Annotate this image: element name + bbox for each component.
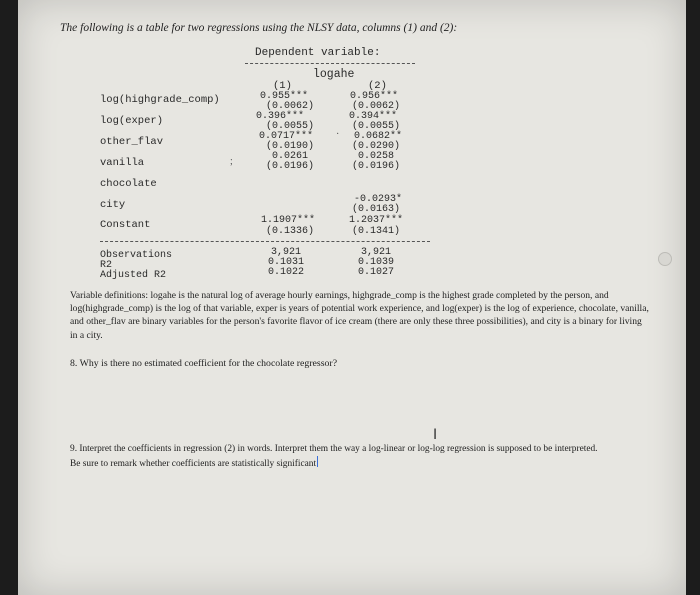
stat-label-r2: R2 [100, 260, 113, 271]
col2-se-log-highgrade-comp: (0.0062) [351, 101, 400, 112]
row-label-log-highgrade-comp: log(highgrade_comp) [100, 94, 220, 106]
row-label-constant: Constant [100, 219, 151, 231]
glare-spot [658, 252, 672, 266]
text-caret [317, 456, 318, 467]
column-header-2: (2) [368, 80, 387, 92]
question-8: 8. Why is there no estimated coefficient for the chocolate regressor? [70, 358, 338, 369]
col1-coef-log-highgrade-comp: 0.955*** [259, 91, 308, 102]
col1-se-vanilla: (0.0196) [265, 161, 314, 172]
stat-adjusted-r2-col2: 0.1027 [357, 267, 394, 278]
text-cursor-icon: I [433, 427, 438, 443]
col1-se-other-flav: (0.0190) [265, 141, 314, 152]
question-9-text[interactable] [70, 443, 610, 471]
row-label-chocolate: chocolate [100, 178, 157, 190]
table-divider-top [245, 63, 415, 64]
intro-text: The following is a table for two regressions using the NLSY data, columns (1) and (2): [60, 22, 458, 34]
row-label-log-exper: log(exper) [100, 115, 164, 127]
col2-se-log-exper: (0.0055) [351, 121, 400, 132]
stat-observations-col2: 3,921 [360, 247, 391, 258]
dependent-variable-name: logahe [313, 68, 355, 81]
dependent-variable-label: Dependent variable: [255, 47, 381, 59]
stray-mark: · [336, 129, 340, 140]
col2-se-constant: (0.1341) [351, 226, 400, 237]
col2-coef-log-highgrade-comp: 0.956*** [349, 91, 398, 102]
col1-se-log-exper: (0.0055) [265, 121, 314, 132]
col2-se-vanilla: (0.0196) [351, 161, 400, 172]
col2-coef-other-flav: 0.0682** [353, 131, 402, 142]
col1-coef-other-flav: 0.0717*** [258, 131, 313, 142]
col2-coef-vanilla: 0.0258 [357, 151, 394, 162]
row-label-vanilla: vanilla [100, 157, 145, 169]
stat-adjusted-r2-col1: 0.1022 [267, 267, 304, 278]
variable-definitions: Variable definitions: logahe is the natural log of average hourly earnings, highgrade_comp is the highest grade completed by the person, and log(highgrade_comp) is the log of that variable, exper is years of potential work experience, and log(exper) is the log of experience, chocolate, vanilla, and other_flav are binary variables for the person's favorite flavor of ice cream (there are only these three possibilities), and city is a binary for living in a city. [70, 290, 649, 341]
row-label-city: city [100, 199, 126, 211]
stat-label-observations: Observations [100, 250, 173, 261]
col1-se-constant: (0.1336) [265, 226, 314, 237]
table-divider-bottom [100, 241, 430, 242]
col2-coef-constant: 1.2037*** [348, 215, 403, 226]
col1-coef-constant: 1.1907*** [260, 215, 315, 226]
col1-coef-log-exper: 0.396*** [255, 111, 304, 122]
stat-r2-col2: 0.1039 [357, 257, 394, 268]
col1-coef-vanilla: 0.0261 [271, 151, 308, 162]
col1-se-log-highgrade-comp: (0.0062) [265, 101, 314, 112]
column-header-1: (1) [273, 80, 292, 92]
stray-mark: ; [230, 156, 233, 167]
col2-coef-city: -0.0293* [353, 194, 402, 205]
question-9: 9. Interpret the coefficients in regression (2) in words. Interpret them the way a log-linear or log-log regression is supposed to be interpreted. Be sure to remark whether coefficients are statistically significant [70, 444, 598, 469]
col2-se-other-flav: (0.0290) [351, 141, 400, 152]
col2-se-city: (0.0163) [351, 204, 400, 215]
col2-coef-log-exper: 0.394*** [348, 111, 397, 122]
stat-observations-col1: 3,921 [270, 247, 301, 258]
row-label-other-flav: other_flav [100, 136, 164, 148]
stat-r2-col1: 0.1031 [267, 257, 304, 268]
stat-label-adjusted-r2: Adjusted R2 [100, 270, 167, 281]
